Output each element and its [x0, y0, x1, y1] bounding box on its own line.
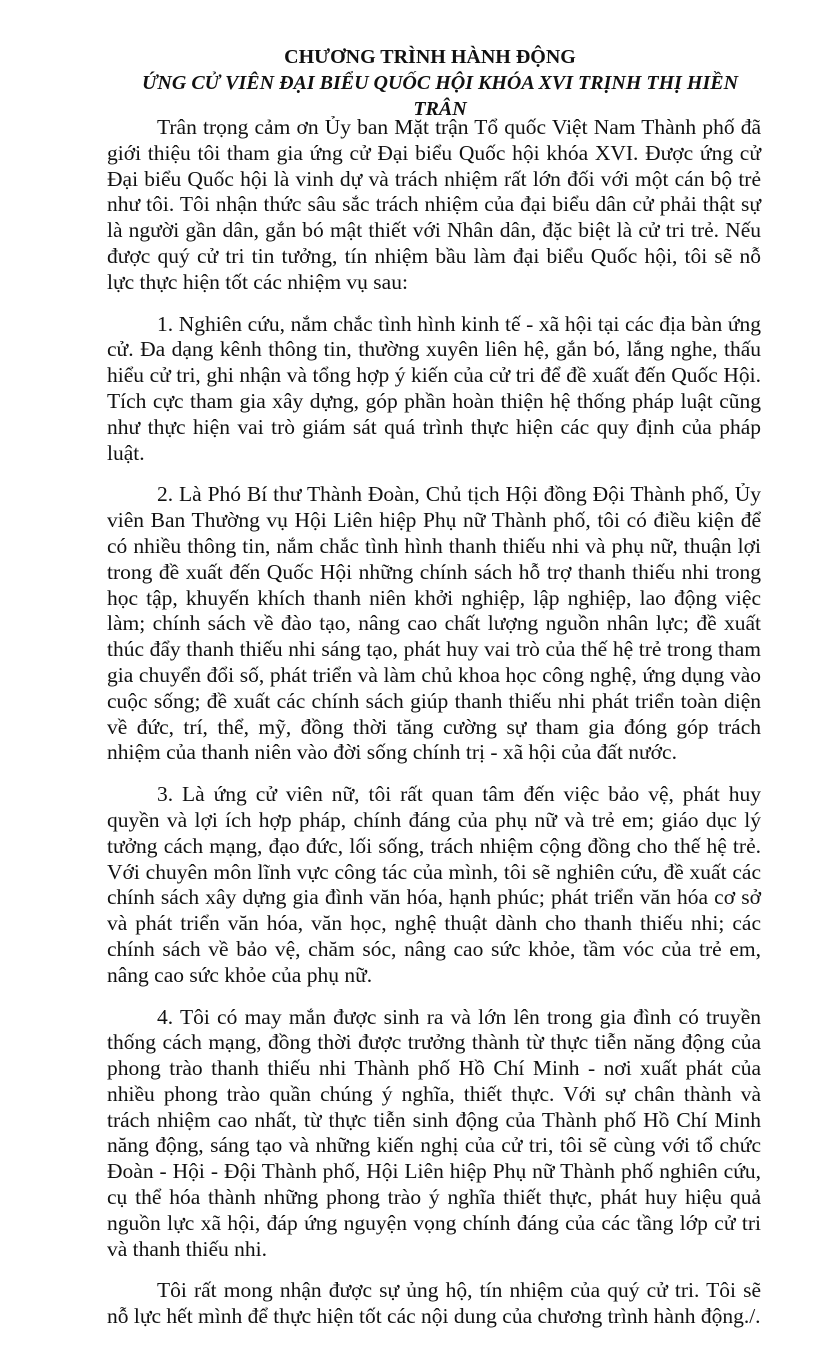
task-paragraph-3: 3. Là ứng cử viên nữ, tôi rất quan tâm đến việc bảo vệ, phát huy quyền và lợi ích hợp pháp, chính đáng của phụ nữ và trẻ em; giáo dục lý tưởng cách mạng, đạo đức, lối sống, trách nhiệm cộng đồng cho thế hệ trẻ. Với chuyên môn lĩnh vực công tác của mình, tôi sẽ nghiên cứu, đề xuất các chính sách xây dựng gia đình văn hóa, hạnh phúc; phát triển văn hóa cơ sở và phát triển văn hóa, văn học, nghệ thuật dành cho thanh thiếu nhi; các chính sách về bảo vệ, chăm sóc, nâng cao sức khỏe, tầm vóc của trẻ em, nâng cao sức khỏe của phụ nữ. [107, 782, 761, 987]
title-line-1: CHƯƠNG TRÌNH HÀNH ĐỘNG [284, 46, 576, 68]
closing-paragraph: Tôi rất mong nhận được sự ủng hộ, tín nhiệm của quý cử tri. Tôi sẽ nỗ lực hết mình để thực hiện tốt các nội dung của chương trình hành động./. [107, 1278, 761, 1329]
task-paragraph-2: 2. Là Phó Bí thư Thành Đoàn, Chủ tịch Hội đồng Đội Thành phố, Ủy viên Ban Thường vụ Hội Liên hiệp Phụ nữ Thành phố, tôi có điều kiện để có nhiều thông tin, nắm chắc tình hình thanh thiếu nhi và phụ nữ, thuận lợi trong đề xuất đến Quốc Hội những chính sách hỗ trợ thanh thiếu nhi trong học tập, khuyến khích thanh niên khởi nghiệp, lập nghiệp, lao động việc làm; chính sách về đào tạo, nâng cao chất lượng nguồn nhân lực; đề xuất thúc đẩy thanh thiếu nhi sáng tạo, phát huy vai trò của thế hệ trẻ trong tham gia chuyển đổi số, phát triển và làm chủ khoa học công nghệ, ứng dụng vào cuộc sống; đề xuất các chính sách giúp thanh thiếu nhi phát triển toàn diện về đức, trí, thể, mỹ, đồng thời tăng cường sự tham gia đóng góp trách nhiệm của thanh niên vào đời sống chính trị - xã hội của đất nước. [107, 482, 761, 765]
title-line-2: ỨNG CỬ VIÊN ĐẠI BIỂU QUỐC HỘI KHÓA XVI TRỊNH THỊ HIỀN TRÂN [141, 72, 739, 120]
intro-paragraph: Trân trọng cảm ơn Ủy ban Mặt trận Tổ quốc Việt Nam Thành phố đã giới thiệu tôi tham gia ứng cử Đại biểu Quốc hội khóa XVI. Được ứng cử Đại biểu Quốc hội là vinh dự và trách nhiệm rất lớn đối với một cán bộ trẻ như tôi. Tôi nhận thức sâu sắc trách nhiệm của đại biểu dân cử phải thật sự là người gần dân, gắn bó mật thiết với Nhân dân, đặc biệt là cử tri trẻ. Nếu được quý cử tri tin tưởng, tín nhiệm bầu làm đại biểu Quốc hội, tôi sẽ nỗ lực thực hiện tốt các nhiệm vụ sau: [107, 115, 761, 294]
document-body [107, 115, 761, 1346]
task-paragraph-1: 1. Nghiên cứu, nắm chắc tình hình kinh tế - xã hội tại các địa bàn ứng cử. Đa dạng kênh thông tin, thường xuyên liên hệ, gắn bó, lắng nghe, thấu hiểu cử tri, ghi nhận và tổng hợp ý kiến của cử tri để đề xuất đến Quốc Hội. Tích cực tham gia xây dựng, góp phần hoàn thiện hệ thống pháp luật cũng như thực hiện vai trò giám sát quá trình thực hiện các quy định của pháp luật. [107, 311, 761, 465]
task-paragraph-4: 4. Tôi có may mắn được sinh ra và lớn lên trong gia đình có truyền thống cách mạng, đồng thời được trưởng thành từ thực tiễn năng động của phong trào thanh thiếu nhi Thành phố Hồ Chí Minh - nơi xuất phát của nhiều phong trào quần chúng ý nghĩa, thiết thực. Với sự chân thành và trách nhiệm cao nhất, từ thực tiễn sinh động của Thành phố Hồ Chí Minh năng động, sáng tạo và những kiến nghị của cử tri, tôi sẽ cùng với tổ chức Đoàn - Hội - Đội Thành phố, Hội Liên hiệp Phụ nữ Thành phố nghiên cứu, cụ thể hóa thành những phong trào ý nghĩa thiết thực, phát huy hiệu quả nguồn lực xã hội, đáp ứng nguyện vọng chính đáng của các tầng lớp cử tri và thanh thiếu nhi. [107, 1004, 761, 1261]
document-title [80, 44, 760, 122]
